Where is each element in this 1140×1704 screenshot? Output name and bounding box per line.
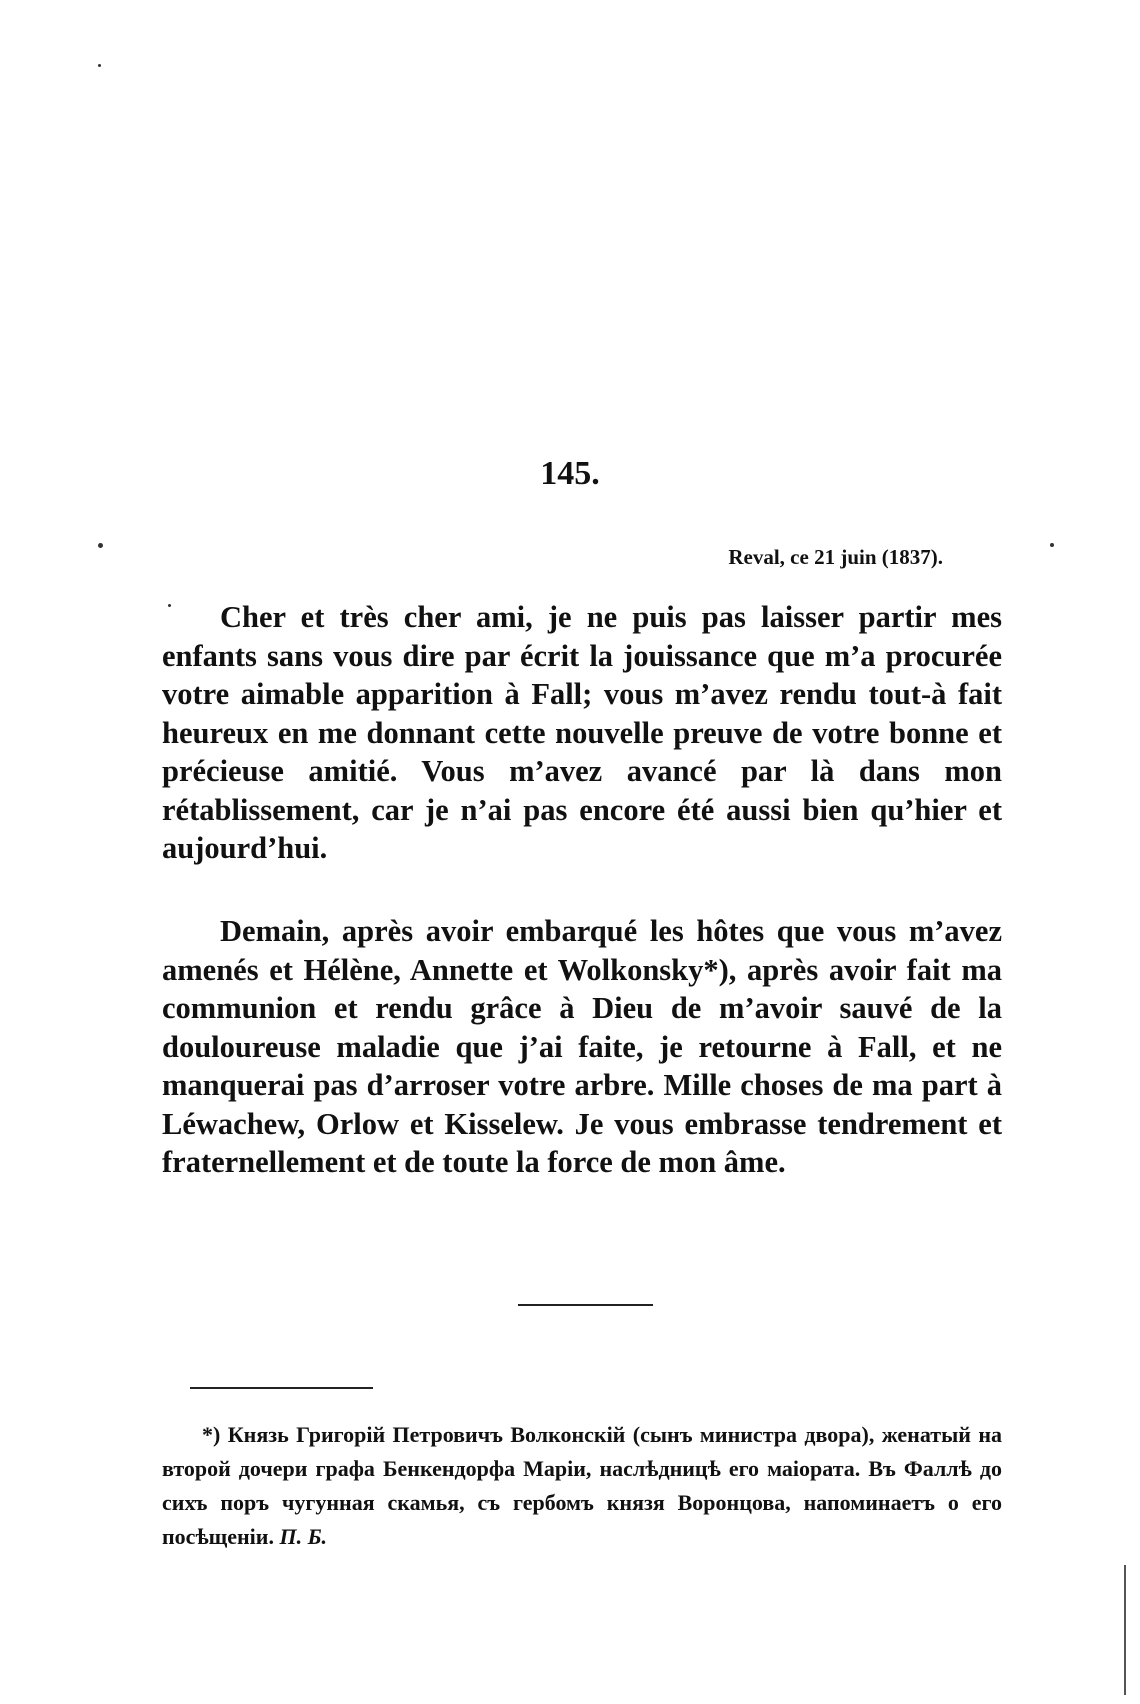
print-speck [98,543,103,548]
paragraph-2: Demain, après avoir embarqué les hôtes que vous m’avez amenés et Hélène, Annette et Wolkonsky*), après avoir fait ma communion et rendu grâce à Dieu de m’avoir sauvé de la douloureuse maladie que j’ai faite, je retourne à Fall, et ne manquerai pas d’arroser votre arbre. Mille choses de ma part à Léwachew, Orlow et Kisselew. Je vous embrasse tendrement et fraternellement et de toute la force de mon âme. [162,914,1002,1179]
footnote-rule [190,1387,373,1389]
footnote [162,1418,1002,1554]
paragraph-1: Cher et très cher ami, je ne puis pas laisser partir mes enfants sans vous dire par écrit la jouissance que m’a procurée votre aimable apparition à Fall; vous m’avez rendu tout-à fait heureux en me donnant cette nouvelle preuve de votre bonne et précieuse amitié. Vous m’avez avancé par là dans mon rétablissement, car je n’ai pas encore été aussi bien qu’hier et aujourd’hui. [162,600,1002,865]
print-speck [1050,543,1054,547]
footnote-signature: П. Б. [279,1524,328,1549]
section-divider [518,1304,653,1306]
letter-number: 145. [540,455,600,492]
print-speck [98,64,101,67]
margin-rule [1124,1565,1126,1695]
dateline: Reval, ce 21 juin (1837). [728,545,943,569]
footnote-text: *) Князь Григорій Петровичъ Волконскій (сынъ министра двора), женатый на второй дочери графа Бенкендорфа Маріи, наслѣдницѣ его маіората. Въ Фаллѣ до сихъ поръ чугунная скамья, съ гербомъ князя Воронцова, напоминаетъ о его посѣщеніи. [162,1422,1002,1549]
